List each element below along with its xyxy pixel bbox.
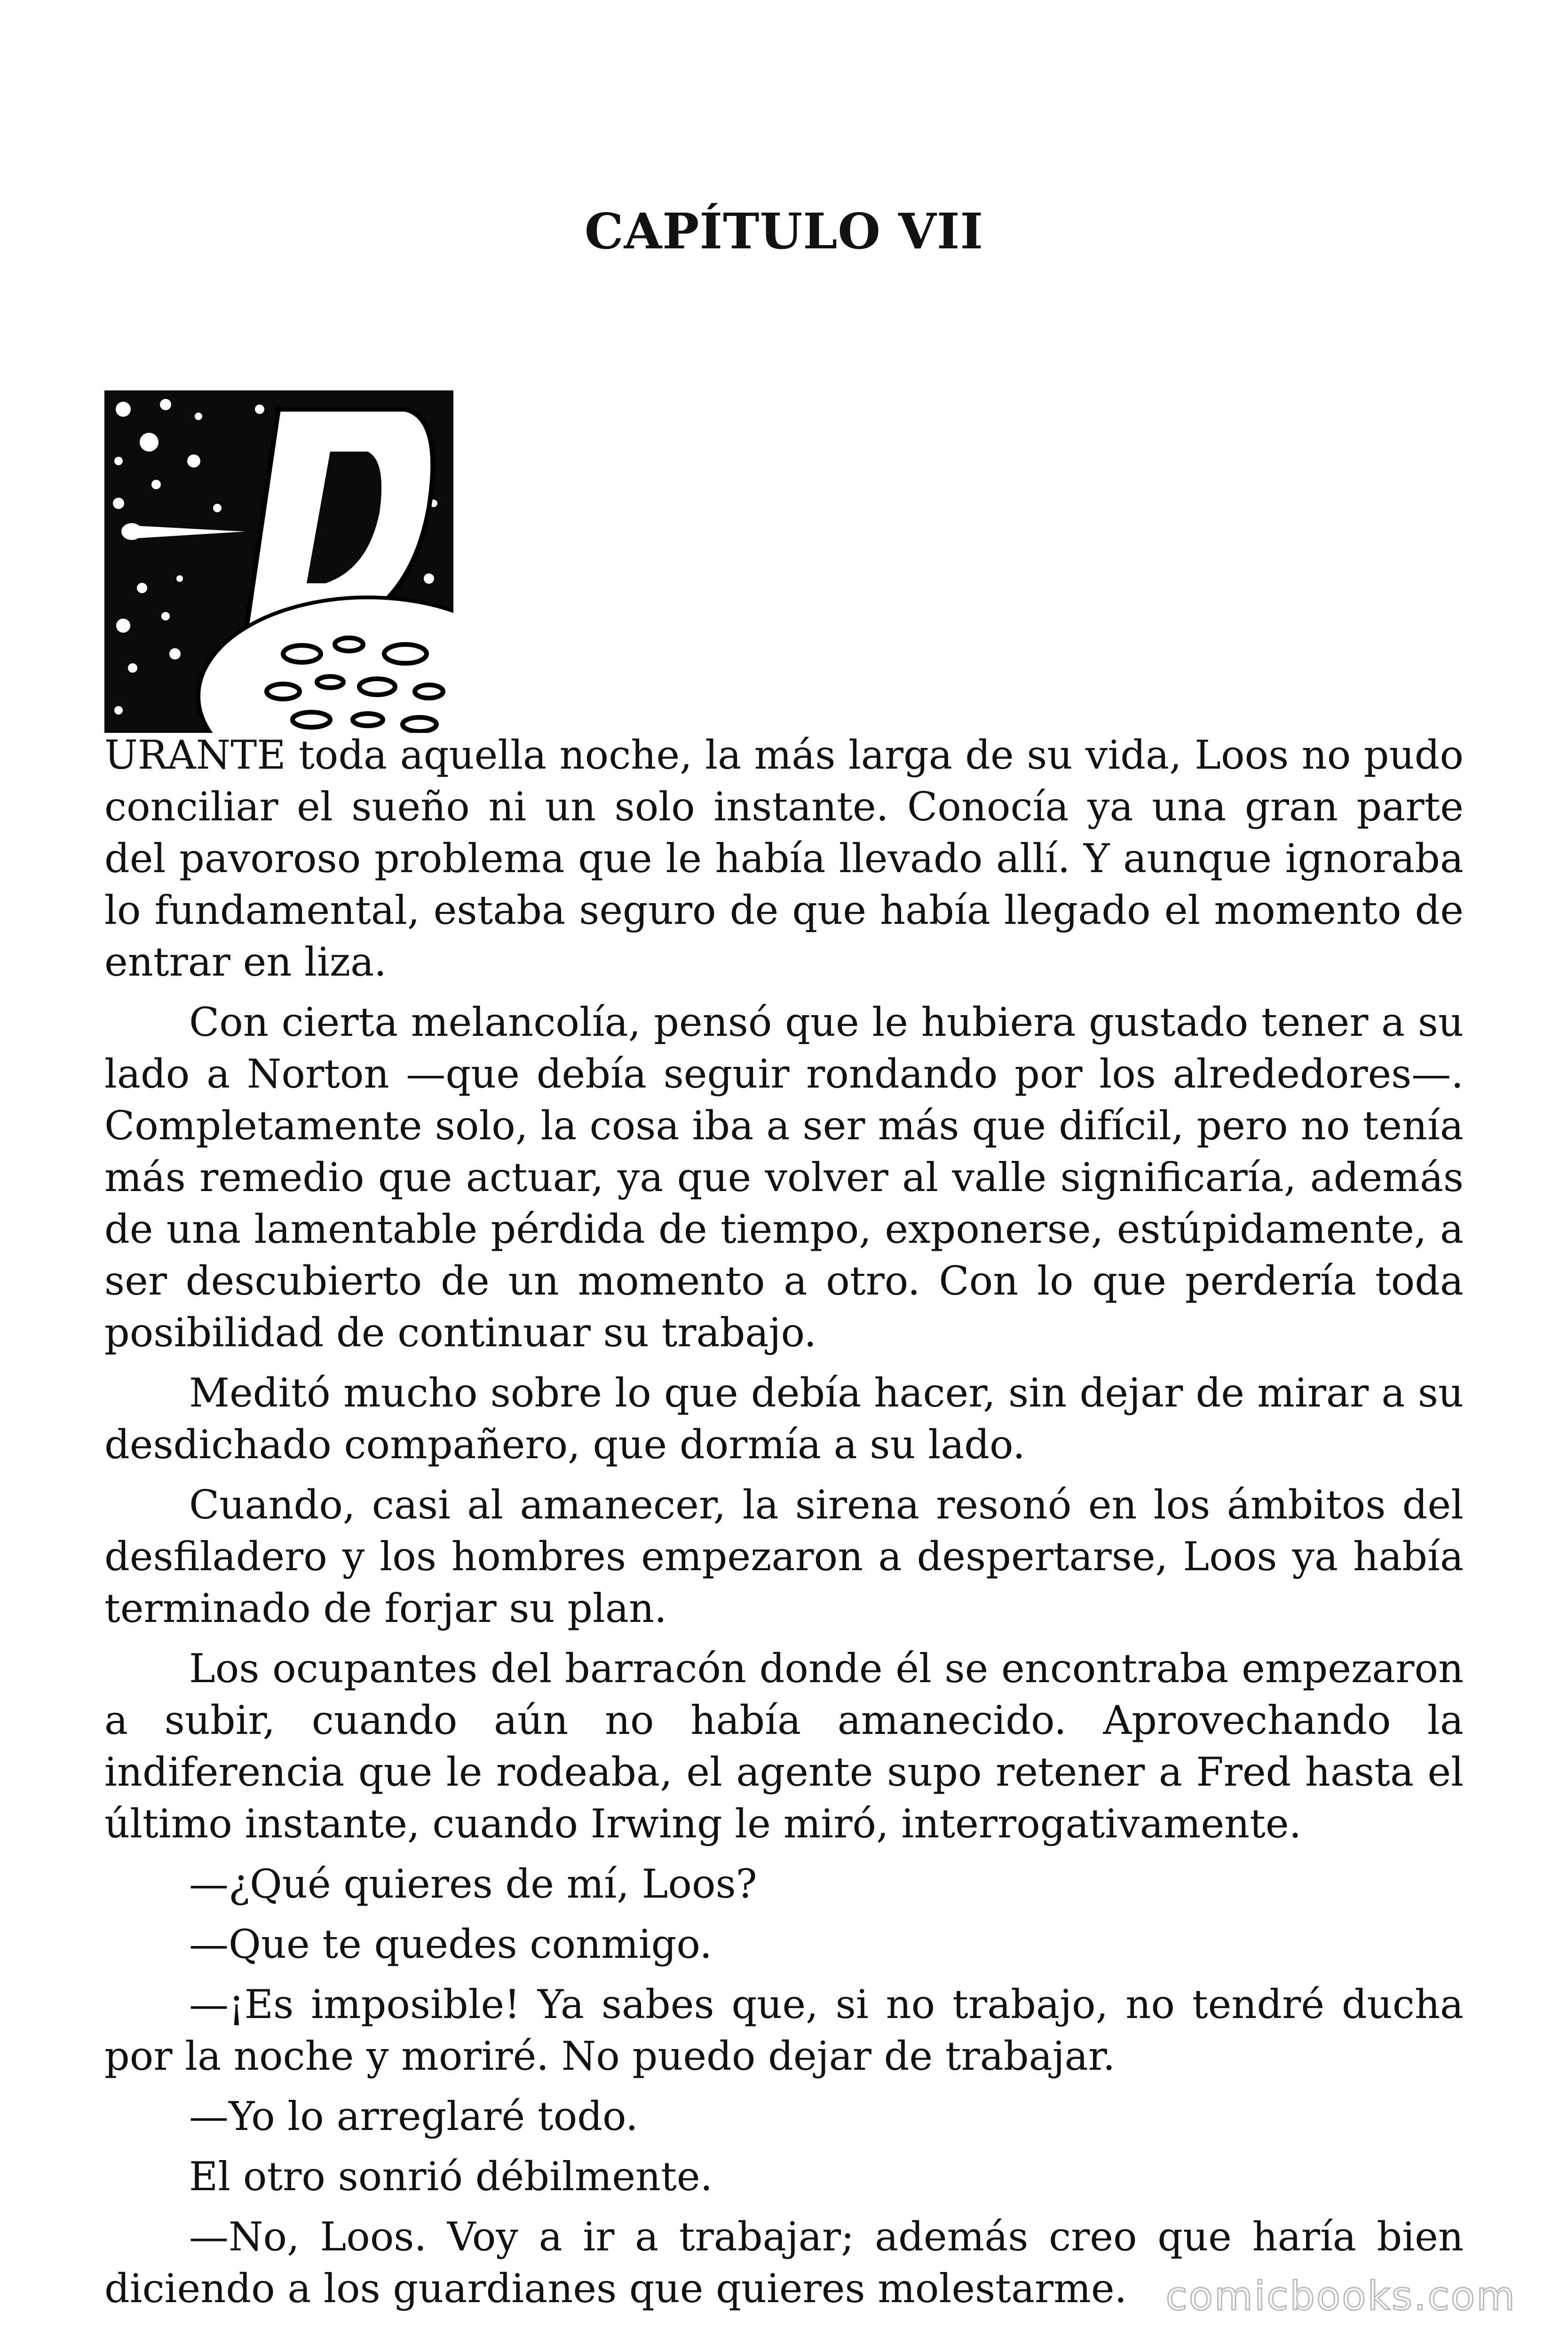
- dialogue-line: —¿Qué quieres de mí, Loos?: [189, 1861, 757, 1907]
- paragraph: Cuando, casi al amanecer, la sirena resonó en los ámbitos del desfiladero y los hombres empezaron a despertarse, Loos ya había terminado de forjar su plan.: [104, 1482, 1464, 1631]
- paragraph: URANTE toda aquella noche, la más larga de su vida, Loos no pudo conciliar el sueño ni un solo instante. Conocía ya una gran parte del pavoroso problema que le había llevado allí. Y aunque ignoraba lo fundamental, estaba seguro de que había llegado el momento de entrar en liza.: [104, 732, 1464, 985]
- chapter-title: CAPÍTULO VII: [584, 202, 984, 260]
- dialogue-line: —Que te quedes conmigo.: [189, 1921, 713, 1967]
- paragraph: Con cierta melancolía, pensó que le hubiera gustado tener a su lado a Norton —que debía seguir rondando por los alrededores—. Completamente solo, la cosa iba a ser más que difícil, pero no tenía más remedio que actuar, ya que volver al valle significaría, además de una lamentable pérdida de tiempo, exponerse, estúpidamente, a ser descubierto de un momento a otro. Con lo que perdería toda posibilidad de continuar su trabajo.: [104, 999, 1464, 1356]
- body-text: [104, 729, 1464, 2323]
- paragraph: Meditó mucho sobre lo que debía hacer, sin dejar de mirar a su desdichado compañero, que dormía a su lado.: [104, 1370, 1464, 1468]
- paragraph: Los ocupantes del barracón donde él se encontraba empezaron a subir, cuando aún no había amanecido. Aprovechando la indiferencia que le rodeaba, el agente supo retener a Fred hasta el último instante, cuando Irwing le miró, interrogativamente.: [104, 1645, 1464, 1847]
- dialogue-line: —¡Es imposible! Ya sabes que, si no trabajo, no tendré ducha por la noche y moriré. No puedo dejar de trabajar.: [104, 1981, 1464, 2079]
- dialogue-line: —No, Loos. Voy a ir a trabajar; además creo que haría bien diciendo a los guardianes que quieres molestarme.: [104, 2214, 1464, 2312]
- space-dropcap-image: [104, 390, 453, 733]
- dialogue-line: —Yo lo arreglaré todo.: [189, 2093, 638, 2139]
- watermark: comicbooks.com: [1165, 2273, 1516, 2319]
- dropcap-illustration: [104, 390, 453, 733]
- paragraph: El otro sonrió débilmente.: [189, 2153, 713, 2200]
